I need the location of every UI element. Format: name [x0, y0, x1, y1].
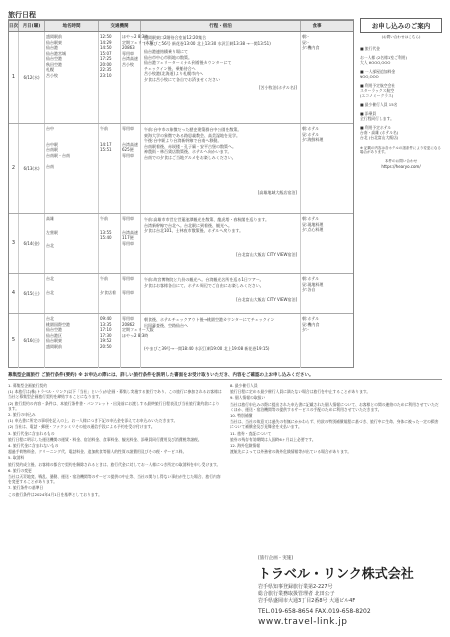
application-info-subtitle: (お問い合わせはこちら)	[381, 35, 421, 39]
place: 札幌	[46, 67, 54, 72]
place: 仙台空港	[46, 327, 62, 332]
transport: 台湾高速	[122, 229, 138, 235]
condition-text: (1) 本旅行は(株)トラベル・リンク(以下「当社」という)が企画・募集し実施する旅行であり、この旅行に参加されるお客様は当社と募集型企画旅行契約を締結することになります。	[8, 389, 222, 400]
place: 盛岡駅前	[46, 343, 62, 349]
transport: 専用車	[122, 289, 134, 295]
company-address: 岩手県盛岡市大通3丁目2番8号 大通ビル4F	[258, 598, 356, 604]
place: 台北	[46, 243, 54, 248]
table-row	[9, 124, 353, 214]
meal: 朝:ホテル	[302, 216, 320, 221]
condition-text: 超過手荷物料金、クリーニング代、電話料金、追加飲食等個人的性質の諸費用及びその税・サービス料。	[8, 449, 187, 455]
place: 仙台港区	[46, 332, 62, 338]
application-info-title: お申し込みのご案内	[360, 18, 442, 33]
side-note: ※ 記載の内容は各ホテルの諸条件により変更になる場合があります。	[360, 146, 441, 155]
transport-cell	[121, 124, 141, 213]
itinerary-table	[8, 20, 354, 368]
schedule-line: 出国審査後、空路仙台へ	[144, 322, 188, 328]
time: 15:40	[100, 235, 112, 240]
time: 22:35	[100, 67, 112, 72]
registration-number: 岩手県知事登録旅行業第2-227号	[258, 584, 333, 590]
place: 高雄	[46, 216, 54, 221]
condition-text: 12. 海外危険情報	[230, 443, 261, 449]
page	[8, 10, 442, 630]
transport: 台湾高速	[122, 56, 138, 61]
meal: 夕:-	[302, 327, 309, 332]
schedule-line: 夕食はお客様各自にて、ホテル周辺でご自由にお楽しみください。	[144, 282, 264, 288]
condition-text: 当社は天災地変、戦乱、暴動、運送・宿泊機関等のサービス提供の中止等、当社の関与し得ない事由が生じた場合、旅行内容を変更することがあります。	[8, 474, 221, 485]
transport: 定期フェリー大阪	[122, 39, 154, 45]
transport: 苫小牧	[122, 61, 134, 67]
table-row	[9, 274, 353, 314]
time: 19:52	[100, 338, 112, 343]
table-row	[9, 32, 353, 124]
list-item: ■ 添乗員	[360, 111, 377, 116]
places-cell	[45, 124, 99, 213]
times-cell	[99, 32, 121, 123]
schedule-line: 苫小牧港(北海道)より札幌市内へ	[144, 71, 204, 76]
place: 盛岡駅前	[46, 34, 62, 39]
list-item: 台南・高雄 (ホテル名)	[360, 130, 399, 135]
place: 仙台駅東	[46, 39, 62, 45]
condition-text: 10. 特別補償	[230, 413, 253, 419]
hotel-name: [台北富山大飯店 CITY VIEW宿泊]	[236, 251, 297, 257]
inquiry-url[interactable]: https://hearyo.com/	[381, 163, 421, 169]
schedule-line: 午前:故宮博物院と九份の観光へ。台湾観光名所を巡る1日ツアー。	[144, 277, 264, 282]
transport: 625便	[122, 147, 134, 152]
condition-text: 旅券の残存有効期間は入国時6ヶ月以上必要です。	[230, 436, 316, 442]
condition-text: 1. 募集型企画旅行契約	[8, 383, 48, 388]
meals-cell	[301, 214, 333, 273]
condition-text: 旅行日程に明示した運送機関の運賃・料金、宿泊料金、食事料金、観光料金、添乗員同行費用及び消費税等諸税。	[8, 436, 202, 442]
schedule-line: (やまびこ56号 新花巻13:00 北上13:30 水沢江刺13:38 →一関13:51)	[144, 40, 271, 46]
day-number: 2	[9, 124, 19, 213]
day-date: 6/16(日)	[19, 314, 45, 368]
header-transport: 交通機関	[99, 21, 141, 31]
time: 17:10	[100, 327, 112, 332]
list-item: ■ 一人部屋追加料金	[360, 69, 396, 74]
company-label: [旅行企画・実施]	[258, 556, 294, 561]
hotel-name: [苫小牧泊(ホテル名)]	[258, 85, 297, 90]
schedule-line: 台湾新幹線で台北へ。台北駅に到着後、観光へ。	[144, 222, 232, 228]
manager-name: 総合旅行業務取扱管理者 北田公子	[258, 591, 335, 597]
times-cell	[99, 124, 121, 213]
condition-text: 2. 旅行の申込み	[8, 412, 36, 418]
schedule-line: 仙台市中心市街地の散策。	[144, 54, 192, 60]
condition-text: 9. 個人情報の取扱い	[230, 395, 266, 401]
condition-text: (2) 当社は、電話・郵便・ファクシミリその他の通信手段による予約を受け付けます。	[8, 424, 155, 430]
time: 15:51	[100, 147, 112, 152]
schedule-line: 台南での夕食はご当地グルメをお楽しみください。	[144, 154, 236, 160]
info-list	[360, 46, 442, 140]
places-cell	[45, 32, 99, 123]
meal: 朝:ホテル	[302, 316, 320, 321]
times-cell	[99, 274, 121, 313]
company-name: トラベル・リンク株式会社	[258, 567, 414, 582]
day-date: 6/13(木)	[19, 124, 45, 213]
meal: 夕:機内食	[302, 45, 320, 50]
condition-text: 当社は、当社の故意又は過失の有無にかかわらず、約款の特別補償規程に基づき、旅行中に生命、身体に被った一定の損害について補償金及び見舞金を支払います。	[230, 419, 439, 430]
inquiry-label: 本件のお問い合わせ	[384, 158, 418, 163]
time: 午前	[100, 276, 108, 281]
conditions-right-column	[230, 383, 442, 455]
schedule-line: (やまびこ39号→一関18:40 水沢江刺19:00 北上19:08 新花巻19:15)	[144, 346, 270, 351]
time: 午前	[100, 126, 108, 131]
list-item: ■ 利用予定航空会社	[360, 83, 396, 88]
company-phone-fax: TEL.019-658-8654 FAX.019-658-8202	[258, 608, 371, 615]
list-item: 大人 ¥OOO,OOO	[360, 60, 391, 65]
day-number: 1	[9, 32, 19, 123]
meal: 昼:現地料理	[302, 221, 324, 227]
day-number: 4	[9, 274, 19, 313]
list-item: ¥OO,OOO	[360, 74, 379, 79]
meal: 朝:ホテル	[302, 276, 320, 281]
list-item: 台北 (台北富山大飯店)	[360, 135, 399, 140]
time: 13:35	[100, 321, 112, 327]
place: 台北	[46, 289, 54, 295]
condition-text: 旅行日程に定める最少催行人員に満たない場合は旅行を中止することがあります。	[230, 389, 371, 395]
time: 20:50	[100, 343, 112, 349]
meal: 朝:-	[302, 34, 309, 39]
company-info	[258, 555, 438, 627]
condition-text: 6. 旅行の変更	[8, 467, 32, 473]
schedule-cell	[141, 124, 301, 213]
condition-text: (1) 申込書に所定の事項を記入の上、お一人様につき下記の申込金を添えてお申込みいただきます。	[8, 418, 178, 424]
meal: 昼:機内食	[302, 321, 320, 327]
transport: 台湾高速	[122, 141, 138, 147]
condition-text: 3. 旅行代金に含まれるもの	[8, 430, 55, 436]
application-info-panel	[360, 18, 442, 368]
time: 14:50	[100, 45, 112, 50]
meals-cell	[301, 32, 333, 123]
meals-cell	[301, 314, 333, 368]
schedule-line: 盛岡駅東口2階待合室前12:20集合	[144, 35, 207, 40]
condition-text: (2) 旅行契約の内容・条件は、本旅行条件書・パンフレット・出発前にお渡しする最終旅行日程表及び当社旅行業約款によります。	[8, 400, 220, 411]
time: 12:50	[100, 34, 112, 39]
schedule-line: 神農街・林百貨店散策後、ホテルへ向かいます。	[144, 149, 232, 154]
header-meals: 食事	[312, 24, 322, 29]
list-item: ■ 最少催行人員 15名	[360, 102, 398, 107]
meal: 昼:ホテル	[302, 131, 320, 137]
schedule-line: 台南駅着後、赤崁楼・孔子廟・安平古堡の散策へ。	[144, 143, 236, 149]
schedule-line: 午後:台中駅より台湾新幹線で台南へ移動。	[144, 138, 222, 143]
list-item: スターラックス航空	[360, 88, 395, 93]
schedule-cell	[141, 274, 301, 313]
time: 17:25	[100, 56, 112, 61]
place: 台北	[46, 316, 54, 321]
list-item: ■ 旅行代金	[360, 46, 380, 51]
schedule-line: 朝食後、ホテルチェックアウト後→桃園空港カウンターにてチェックイン	[144, 317, 275, 322]
times-cell	[99, 214, 121, 273]
place: 秋田空港	[46, 61, 62, 67]
meals-cell	[301, 124, 333, 213]
schedule-line: 夕食は苫小牧にて各自でお済ませください	[144, 76, 220, 82]
transport: 専用車	[122, 240, 134, 246]
meal: 夕:各自	[302, 287, 316, 292]
transport-cell	[121, 214, 141, 273]
place: 台中	[46, 126, 54, 131]
conditions-title: 募集型企画旅行 ご旅行条件(要約) ※ お申込の際には、詳しい旅行条件を説明した書面をお受け取りいただき、内容をご確認の上お申し込みください。	[8, 373, 314, 378]
condition-text: この旅行条件は2024年4月1日を基準としております。	[8, 491, 102, 497]
list-item: (エコノミークラス)	[360, 93, 394, 98]
place: 苫小牧	[46, 72, 58, 78]
condition-text: 渡航先によっては外務省の海外危険情報等が出ている場合があります。	[230, 449, 352, 455]
list-item: 全行程同行します。	[360, 116, 394, 121]
place: 左營駅	[46, 229, 58, 235]
meal: 昼:現地料理	[302, 281, 324, 287]
place: 仙台港宮城	[46, 50, 66, 56]
company-website[interactable]: www.travel-link.jp	[258, 617, 348, 627]
place: 台南駅 - 台南	[46, 152, 70, 158]
transport-cell	[121, 314, 154, 368]
time: 09:40	[100, 316, 112, 321]
company-registration	[258, 584, 438, 605]
places-cell	[45, 214, 99, 273]
condition-text: 当社は旅行申込みの際に提出された申込書に記載された個人情報について、お客様との間の連絡のために利用させていただくほか、運送・宿泊機関等の提供するサービスの手配のために利用させていただきます。	[230, 401, 439, 412]
day-number: 5	[9, 314, 19, 368]
meal: 昼:-	[302, 39, 309, 45]
places-cell	[45, 274, 99, 313]
places-cell	[45, 314, 99, 368]
header-place-time: 地名時間	[45, 21, 99, 31]
transport-cell	[121, 274, 141, 313]
header-day: 日次	[9, 21, 19, 31]
transport: ほやっ2 8:3時	[122, 332, 149, 338]
condition-text: 旅行契約成立後、お客様の都合で契約を解除されるときは、旅行代金に対してお一人様につき所定の取消料を申し受けます。	[8, 461, 221, 467]
time: 14:29	[100, 39, 112, 45]
place: 桃園国際空港	[46, 321, 70, 327]
list-item: お一人様 (2名様1室ご利用)	[360, 55, 407, 60]
transport: 117便	[122, 235, 134, 240]
place: 台北	[46, 276, 54, 281]
place: 仙台港	[46, 45, 58, 50]
schedule-cell	[141, 214, 301, 273]
transport: 専用車	[122, 316, 134, 321]
place: 仙台駅東	[46, 338, 62, 343]
schedule-line: 午前:台中市の象徴だった歴史建築群台中公園を散策。	[144, 127, 242, 132]
meal: 夕:点心料理	[302, 227, 324, 232]
time: 14:17	[100, 141, 112, 147]
transport: 専用車	[122, 276, 134, 281]
hotel-name: [高雄地域大飯店宿泊]	[257, 190, 297, 195]
transport: 20863	[122, 45, 135, 50]
time: 17:30	[100, 332, 112, 338]
day-date: 6/12(水)	[19, 32, 45, 123]
place: 台南駅	[46, 147, 58, 152]
meals-cell	[301, 274, 333, 313]
day-date: 6/14(金)	[19, 214, 45, 273]
schedule-line: 東海大学の象徴である路思義教会、高美湿地を見学。	[144, 132, 240, 138]
list-item: ■ 利用予定ホテル	[360, 125, 392, 130]
schedule-line: 午前:高雄市市営左営蓮池潭観光を散策、龍虎塔・春秋閣を巡ります。	[144, 217, 270, 222]
condition-text: 4. 旅行代金に含まれないもの	[8, 443, 59, 449]
transport: 20862	[122, 321, 135, 327]
place: 台南	[46, 164, 54, 169]
itinerary-title: 旅行日程	[8, 11, 36, 19]
header-date: 月日(曜)	[19, 21, 45, 31]
schedule-line: 仙台港フェリーターミナル到着後カウンターにて	[144, 60, 232, 65]
transport: 専用車	[122, 126, 134, 131]
time: 夕食店着	[100, 289, 116, 295]
time: 23:10	[100, 72, 112, 78]
header-schedule: 行程・宿泊	[141, 21, 301, 31]
time: 13:55	[100, 229, 112, 235]
transport: 専用車	[122, 216, 134, 221]
schedule-line: 仙台港連絡橋乗り場にて	[144, 49, 188, 54]
divider	[8, 379, 442, 380]
place: 台中駅	[46, 141, 58, 147]
conditions-left-column	[8, 383, 222, 498]
condition-text: 5. 取消料	[8, 455, 25, 461]
schedule-cell	[141, 314, 301, 368]
condition-text: 8. 最少催行人員	[230, 383, 258, 388]
table-header	[9, 21, 353, 32]
table-row	[9, 214, 353, 274]
meal: 朝:ホテル	[302, 126, 320, 131]
transport-cell	[121, 32, 154, 123]
place: 仙台空港	[46, 56, 62, 61]
schedule-cell	[141, 32, 301, 123]
hotel-name: [台北富山大飯店 CITY VIEW宿泊]	[236, 297, 297, 302]
condition-text: 11. 旅券・査証について	[230, 430, 272, 436]
condition-text: 7. 旅行条件の基準日	[8, 485, 44, 491]
time: 午前	[100, 216, 108, 221]
transport: 専用車	[122, 152, 134, 158]
schedule-line: チェックイン後、乗船待合へ	[144, 65, 196, 71]
day-number: 3	[9, 214, 19, 273]
transport: 定期フェリー大阪	[122, 327, 154, 332]
meal: 夕:海鮮料理	[302, 137, 324, 142]
schedule-line: 夕食は台北101、士林夜市散策後、ホテルへ戻ります。	[144, 228, 244, 233]
time: 15:07	[100, 50, 112, 56]
time: 20:00	[100, 61, 112, 67]
transport: ほやっ2 8:3時	[122, 34, 149, 39]
day-date: 6/15(土)	[19, 274, 45, 313]
times-cell	[99, 314, 121, 368]
table-row	[9, 314, 353, 368]
transport: 専用車	[122, 50, 134, 56]
